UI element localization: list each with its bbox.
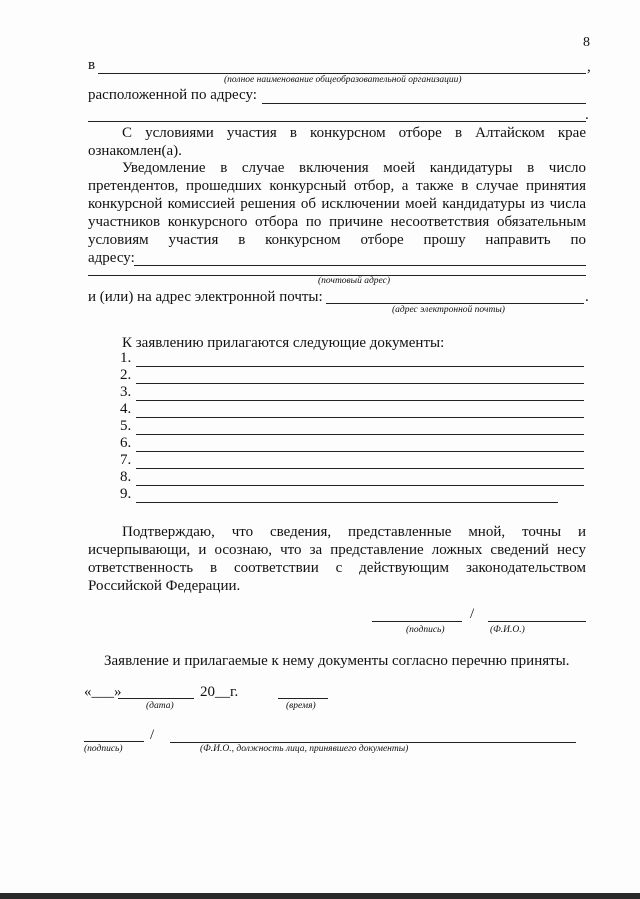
org-name-hint: (полное наименование общеобразовательной организации) xyxy=(224,75,462,85)
doc-number-4: 4. xyxy=(120,401,132,417)
receiver-fio-line[interactable] xyxy=(170,742,576,743)
signature-hint: (подпись) xyxy=(406,625,445,635)
date-day-field[interactable]: «___» xyxy=(84,684,122,700)
confirm-line-3: ответственность в соответствии с действующим законодательством xyxy=(88,560,586,576)
docs-intro: К заявлению прилагаются следующие документы: xyxy=(122,335,445,351)
doc-line-6[interactable] xyxy=(136,451,584,452)
doc-line-4[interactable] xyxy=(136,417,584,418)
comma: , xyxy=(587,59,591,75)
date-month-line[interactable] xyxy=(118,698,194,699)
doc-number-1: 1. xyxy=(120,350,132,366)
receiver-fio-hint: (Ф.И.О., должность лица, принявшего документы) xyxy=(200,744,409,754)
doc-number-7: 7. xyxy=(120,452,132,468)
doc-line-1[interactable] xyxy=(136,366,584,367)
email-hint: (адрес электронной почты) xyxy=(392,305,505,315)
doc-number-3: 3. xyxy=(120,384,132,400)
doc-number-6: 6. xyxy=(120,435,132,451)
accepted-text: Заявление и прилагаемые к нему документы согласно перечню приняты. xyxy=(104,653,570,669)
doc-number-2: 2. xyxy=(120,367,132,383)
date-hint: (дата) xyxy=(146,701,174,711)
notice-line-6: адресу: xyxy=(88,250,135,266)
page-number: 8 xyxy=(583,35,590,50)
slash-2: / xyxy=(150,727,155,743)
postal-address-line-1[interactable] xyxy=(134,265,586,266)
doc-number-8: 8. xyxy=(120,469,132,485)
doc-line-7[interactable] xyxy=(136,468,584,469)
address-label: расположенной по адресу: xyxy=(88,87,257,103)
conditions-line-1: С условиями участия в конкурсном отборе в Алтайском крае xyxy=(122,125,586,141)
period-1: . xyxy=(585,107,589,123)
date-year: 20__г. xyxy=(200,684,239,700)
fio-hint: (Ф.И.О.) xyxy=(490,625,525,635)
confirm-line-1: Подтверждаю, что сведения, представленные мной, точны и xyxy=(122,524,586,540)
notice-line-2: претендентов, прошедших конкурсный отбор, а также в случае принятия xyxy=(88,178,586,194)
doc-number-9: 9. xyxy=(120,486,132,502)
notice-line-3: конкурсной комиссией решения об исключении моей кандидатуры из числа xyxy=(88,196,586,212)
notice-line-1: Уведомление в случае включения моей кандидатуры в число xyxy=(122,160,586,176)
doc-line-9[interactable] xyxy=(136,502,558,503)
org-name-line[interactable] xyxy=(98,73,586,74)
doc-line-3[interactable] xyxy=(136,400,584,401)
receiver-signature-line[interactable] xyxy=(84,741,144,742)
time-hint: (время) xyxy=(286,701,316,711)
address-line-1[interactable] xyxy=(262,103,586,104)
conditions-line-2: ознакомлен(а). xyxy=(88,143,182,159)
doc-line-5[interactable] xyxy=(136,434,584,435)
notice-line-4: участников конкурсного отбора по причине несоответствия обязательным xyxy=(88,214,586,230)
doc-number-5: 5. xyxy=(120,418,132,434)
confirm-line-2: исчерпывающи, и осознаю, что за представление ложных сведений несу xyxy=(88,542,586,558)
applicant-signature-line[interactable] xyxy=(372,621,462,622)
receiver-signature-hint: (подпись) xyxy=(84,744,123,754)
applicant-fio-line[interactable] xyxy=(488,621,586,622)
email-label: и (или) на адрес электронной почты: xyxy=(88,289,323,305)
postal-address-hint: (почтовый адрес) xyxy=(318,276,391,286)
slash-1: / xyxy=(470,606,475,622)
notice-line-5: условиям участия в конкурсном отборе прошу направить по xyxy=(88,232,586,248)
time-line[interactable] xyxy=(278,698,328,699)
doc-line-8[interactable] xyxy=(136,485,584,486)
label-in: в xyxy=(88,57,96,73)
scan-edge xyxy=(0,893,640,899)
period-2: . xyxy=(585,289,589,305)
address-line-2[interactable] xyxy=(88,121,586,122)
doc-line-2[interactable] xyxy=(136,383,584,384)
email-line[interactable] xyxy=(326,303,584,304)
confirm-line-4: Российской Федерации. xyxy=(88,578,241,594)
